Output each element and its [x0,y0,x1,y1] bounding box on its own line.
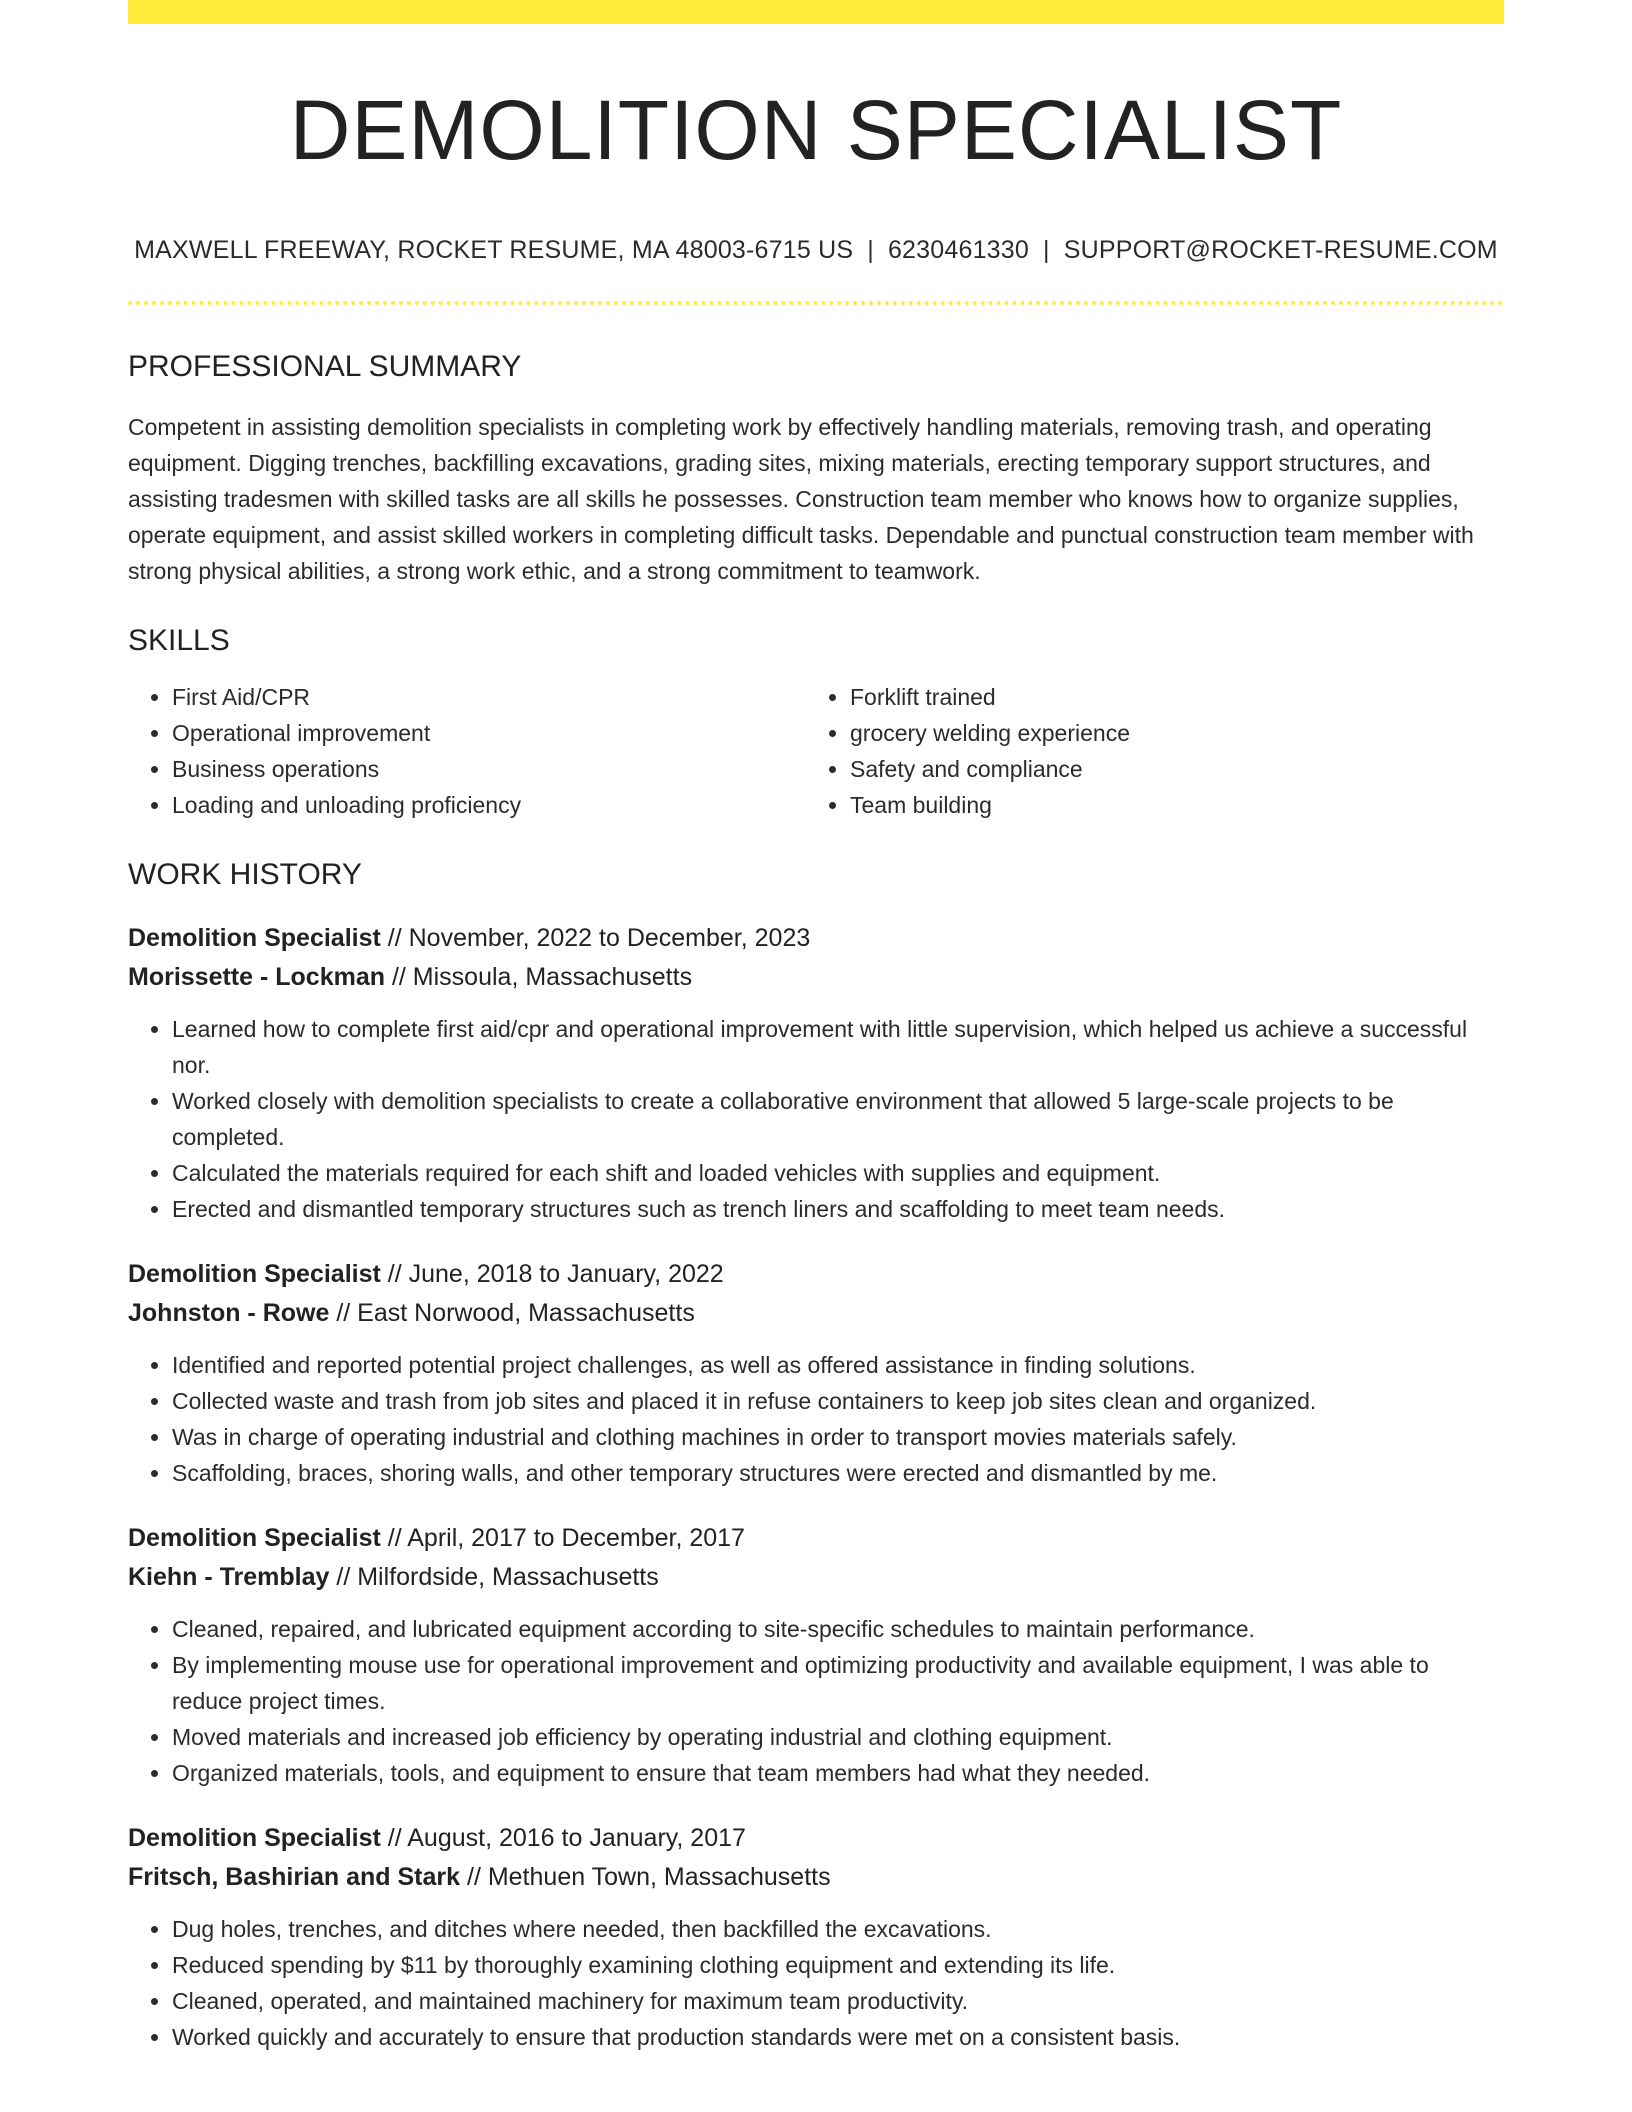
skills-list [128,679,1504,823]
contact-separator: | [867,236,874,265]
skill-item: • Team building [850,787,1484,823]
contact-email: SUPPORT@ROCKET-RESUME.COM [1063,236,1498,265]
skill-item: • Safety and compliance [850,751,1484,787]
job-title: Demolition Specialist [128,1524,381,1553]
job-bullets [128,1911,1504,2055]
job-title-line [128,1519,1504,1558]
skill-item: • First Aid/CPR [172,679,806,715]
job-company: Johnston - Rowe [128,1299,330,1328]
summary-text: Competent in assisting demolition specialists in completing work by effectively handling materials, removing trash, and operating equipment. Digging trenches, backfilling excavations, grading sites, mixing materials, erecting temporary support structures, and assisting tradesmen with skilled tasks are all skills he possesses. Construction team member who knows how to organize supplies, operate equipment, and assist skilled workers in completing difficult tasks. Dependable and punctual construction team member with strong physical abilities, a strong work ethic, and a strong commitment to teamwork. [128,414,1474,585]
job-company: Morissette - Lockman [128,963,386,992]
job-location: // Missoula, Massachusetts [385,963,693,992]
skills-column-left [128,679,806,823]
job-location: // Methuen Town, Massachusetts [460,1863,831,1892]
job-dates: // August, 2016 to January, 2017 [380,1824,746,1853]
job-title-line [128,919,1504,958]
job-bullet: • Calculated the materials required for each shift and loaded vehicles with supplies and equipment. [172,1155,1504,1191]
job-bullet: • Dug holes, trenches, and ditches where needed, then backfilled the excavations. [172,1911,1504,1947]
resume-page [128,0,1504,2055]
job-location: // Milfordside, Massachusetts [329,1563,659,1592]
job-bullet: • Scaffolding, braces, shoring walls, and other temporary structures were erected and dismantled by me. [172,1455,1504,1491]
job-title: Demolition Specialist [128,1824,381,1853]
page-title: DEMOLITION SPECIALIST [289,83,1343,177]
job-bullet: • Identified and reported potential project challenges, as well as offered assistance in finding solutions. [172,1347,1504,1383]
work-history-heading: WORK HISTORY [128,858,362,892]
contact-phone: 6230461330 [887,236,1029,265]
job-company-line [128,1858,1504,1897]
skills-heading: SKILLS [128,624,230,658]
dotted-divider [128,301,1504,305]
job-bullet: • Moved materials and increased job efficiency by operating industrial and clothing equipment. [172,1719,1504,1755]
job-title-line [128,1819,1504,1858]
skill-item: • Loading and unloading proficiency [172,787,806,823]
job-company-line [128,1294,1504,1333]
job-company-line [128,958,1504,997]
job-bullet: • Reduced spending by $11 by thoroughly examining clothing equipment and extending its life. [172,1947,1504,1983]
job-entry [128,1519,1504,1791]
job-bullet: • Collected waste and trash from job sites and placed it in refuse containers to keep job sites clean and organized. [172,1383,1504,1419]
job-company: Fritsch, Bashirian and Stark [128,1863,461,1892]
job-title: Demolition Specialist [128,1260,381,1289]
contact-line [128,236,1504,265]
summary-heading: PROFESSIONAL SUMMARY [128,350,522,384]
job-dates: // June, 2018 to January, 2022 [380,1260,724,1289]
job-bullets [128,1611,1504,1791]
contact-address: MAXWELL FREEWAY, ROCKET RESUME, MA 48003-6715 US [134,236,854,265]
skills-column-right [806,679,1484,823]
contact-separator: | [1043,236,1050,265]
job-bullet: • Erected and dismantled temporary structures such as trench liners and scaffolding to meet team needs. [172,1191,1504,1227]
job-dates: // November, 2022 to December, 2023 [380,924,811,953]
job-bullets [128,1011,1504,1227]
job-bullet: • Worked quickly and accurately to ensure that production standards were met on a consistent basis. [172,2019,1504,2055]
job-bullet: • Cleaned, operated, and maintained machinery for maximum team productivity. [172,1983,1504,2019]
job-entry [128,1819,1504,2055]
skill-item: • Operational improvement [172,715,806,751]
skill-item: • Forklift trained [850,679,1484,715]
job-bullet: • Worked closely with demolition specialists to create a collaborative environment that allowed 5 large-scale projects to be completed. [172,1083,1504,1155]
job-entry [128,1255,1504,1491]
job-bullet: • By implementing mouse use for operational improvement and optimizing productivity and available equipment, I was able to reduce project times. [172,1647,1504,1719]
job-location: // East Norwood, Massachusetts [329,1299,695,1328]
job-dates: // April, 2017 to December, 2017 [380,1524,745,1553]
job-bullet: • Cleaned, repaired, and lubricated equipment according to site-specific schedules to maintain performance. [172,1611,1504,1647]
job-bullet: • Was in charge of operating industrial and clothing machines in order to transport movies materials safely. [172,1419,1504,1455]
job-entry [128,919,1504,1227]
job-company: Kiehn - Tremblay [128,1563,330,1592]
top-accent-bar [128,0,1504,24]
skill-item: • Business operations [172,751,806,787]
job-bullet: • Organized materials, tools, and equipment to ensure that team members had what they needed. [172,1755,1504,1791]
job-title-line [128,1255,1504,1294]
job-bullet: • Learned how to complete first aid/cpr and operational improvement with little supervision, which helped us achieve a successful nor. [172,1011,1504,1083]
job-company-line [128,1558,1504,1597]
job-bullets [128,1347,1504,1491]
skill-item: • grocery welding experience [850,715,1484,751]
job-title: Demolition Specialist [128,924,381,953]
